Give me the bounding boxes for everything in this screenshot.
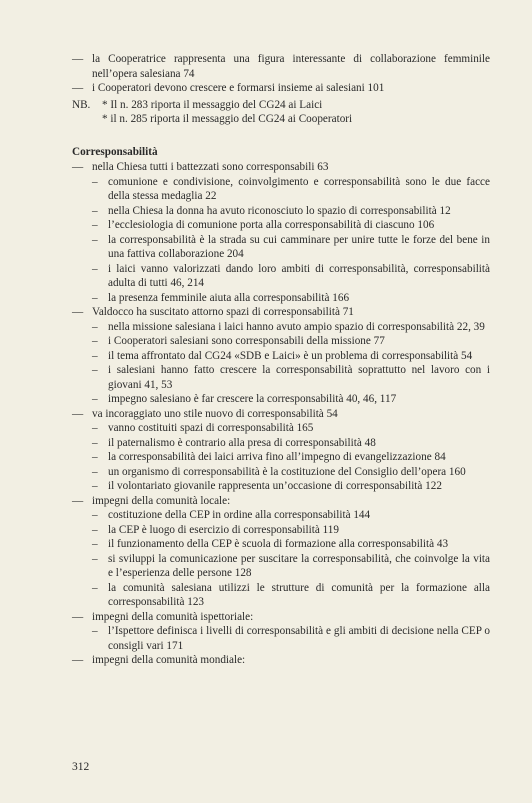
entry-dash: — [72,53,84,65]
index-subentry [72,479,490,494]
entry-text: Valdocco ha suscitato attorno spazi di corresponsabilità 71 [92,306,354,318]
entry-dash: – [92,552,98,565]
entry-dash: – [92,465,98,478]
index-subentry [72,508,490,523]
top-entries [72,52,490,96]
index-subentry [72,175,490,204]
entry-text: nella missione salesiana i laici hanno avuto ampio spazio di corresponsabilità 22, 39 [108,320,485,333]
entry-text: i Cooperatori devono crescere e formarsi insieme ai salesiani 101 [92,82,385,94]
entry-dash: – [92,393,98,405]
entry-dash: – [92,581,98,594]
index-subentry [72,363,490,392]
entry-dash: — [72,610,84,623]
entry-dash: – [92,625,98,637]
entry-dash: – [92,538,98,550]
entry-text: impegno salesiano è far crescere la corresponsabilità 40, 46, 117 [108,393,397,405]
index-entry [72,653,490,668]
entry-dash: — [72,82,84,94]
entry-dash: – [92,364,98,376]
entry-dash: – [92,436,98,449]
index-subentry [72,465,490,480]
index-entry [72,407,490,422]
entry-text: i laici vanno valorizzati dando loro ambiti di corresponsabilità, corresponsabilità adulta di tutti 46, 214 [108,262,490,289]
index-entry [72,305,490,320]
entry-text: nella Chiesa tutti i battezzati sono corresponsabili 63 [92,161,329,173]
entry-dash: — [72,306,84,318]
entry-dash: — [72,654,84,666]
index-subentry [72,233,490,262]
entry-text: l’Ispettore definisca i livelli di corresponsabilità e gli ambiti di decisione nella CEP o consigli vari 171 [108,625,490,652]
index-entry [72,610,490,625]
entry-text: la Cooperatrice rappresenta una figura interessante di collaborazione femminile nell’opera salesiana 74 [92,53,490,80]
index-subentry [72,552,490,581]
entry-dash: – [92,175,98,188]
nb-label: NB. [72,98,91,111]
index-subentry [72,624,490,653]
index-entries [72,160,490,668]
entry-text: un organismo di corresponsabilità è la costituzione del Consiglio dell’opera 160 [108,465,466,478]
entry-dash: – [92,219,98,231]
index-entry [72,81,490,96]
entry-text: impegni della comunità locale: [92,494,231,507]
index-subentry [72,320,490,335]
entry-text: costituzione della CEP in ordine alla corresponsabilità 144 [108,509,371,521]
entry-dash: – [92,204,98,217]
entry-text: il tema affrontato dal CG24 «SDB e Laici» è un problema di corresponsabilità 54 [108,349,473,362]
index-subentry [72,450,490,465]
nb-line: * Il n. 283 riporta il messaggio del CG24 ai Laici [102,98,323,111]
section-heading: Corresponsabilità [72,145,158,158]
entry-text: la comunità salesiana utilizzi le strutture di comunità per la formazione alla corresponsabilità 123 [108,581,490,608]
entry-text: il paternalismo è contrario alla presa di corresponsabilità 48 [108,436,376,449]
entry-dash: — [72,494,84,507]
entry-text: nella Chiesa la donna ha avuto riconosciuto lo spazio di corresponsabilità 12 [108,204,451,217]
entry-dash: – [92,262,98,275]
entry-dash: – [92,509,98,521]
entry-text: impegni della comunità mondiale: [92,654,246,666]
index-subentry [72,421,490,436]
entry-text: si sviluppi la comunicazione per suscitare la corresponsabilità, che coinvolge la vita e l’esperienza delle persone 128 [108,552,490,579]
entry-dash: – [92,422,98,434]
index-subentry [72,537,490,552]
index-subentry [72,436,490,451]
index-subentry [72,204,490,219]
entry-dash: – [92,320,98,333]
index-subentry [72,392,490,407]
entry-text: i salesiani hanno fatto crescere la corresponsabilità soprattutto nel lavoro con i giovani 41, 53 [108,364,490,391]
entry-dash: – [92,291,98,304]
index-entry [72,160,490,175]
entry-text: va incoraggiato uno stile nuovo di corresponsabilità 54 [92,407,338,420]
entry-dash: – [92,335,98,347]
index-subentry [72,581,490,610]
entry-text: l’ecclesiologia di comunione porta alla corresponsabilità di ciascuno 106 [108,219,435,231]
entry-text: il volontariato giovanile rappresenta un’occasione di corresponsabilità 122 [108,480,442,492]
entry-dash: — [72,161,84,173]
entry-dash: – [92,233,98,246]
index-subentry [72,291,490,306]
page-number: 312 [72,761,90,773]
entry-text: la corresponsabilità è la strada su cui camminare per unire tutte le forze del bene in una fattiva collaborazione 204 [108,233,490,260]
entry-dash: — [72,407,84,420]
index-subentry [72,218,490,233]
entry-text: il funzionamento della CEP è scuola di formazione alla corresponsabilità 43 [108,538,449,550]
entry-text: comunione e condivisione, coinvolgimento e corresponsabilità sono le due facce della stessa medaglia 22 [108,175,490,202]
entry-dash: – [92,451,98,463]
index-entry [72,52,490,81]
entry-text: vanno costituiti spazi di corresponsabilità 165 [108,422,314,434]
entry-text: la presenza femminile aiuta alla corresponsabilità 166 [108,291,350,304]
index-subentry [72,262,490,291]
entry-text: i Cooperatori salesiani sono corresponsabili della missione 77 [108,335,385,347]
index-subentry [72,334,490,349]
nb-note [72,98,490,127]
index-subentry [72,349,490,364]
entry-dash: – [92,349,98,362]
entry-dash: – [92,523,98,536]
entry-text: impegni della comunità ispettoriale: [92,610,254,623]
nb-line: * il n. 285 riporta il messaggio del CG24 ai Cooperatori [102,113,353,125]
entry-dash: – [92,480,98,492]
entry-text: la corresponsabilità dei laici arriva fino all’impegno di evangelizzazione 84 [108,451,446,463]
index-entry [72,494,490,509]
index-subentry [72,523,490,538]
entry-text: la CEP è luogo di esercizio di corresponsabilità 119 [108,523,339,536]
